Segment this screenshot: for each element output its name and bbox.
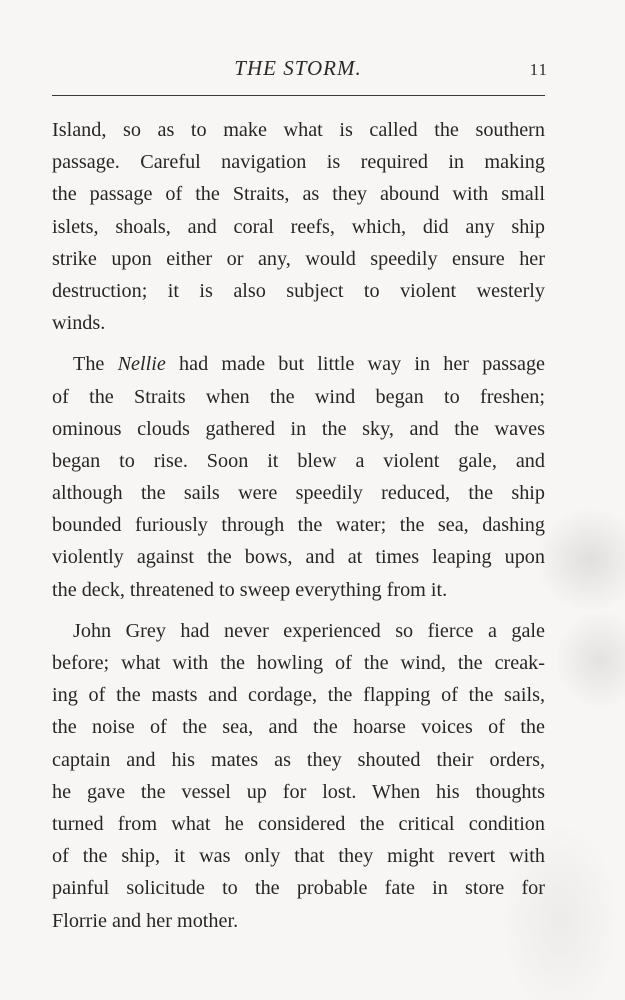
text-line: began to rise. Soon it blew a violent gale, and (52, 449, 545, 472)
page-number: 11 (529, 60, 548, 79)
text-line: of the ship, it was only that they might revert with (52, 845, 545, 868)
text-line (52, 348, 545, 380)
text-line: painful solicitude to the probable fate in store for (52, 877, 545, 900)
text-line: although the sails were speedily reduced, the ship (52, 482, 545, 505)
running-title: THE STORM. (234, 56, 362, 80)
text-line: destruction; it is also subject to violent westerly (52, 279, 545, 302)
body-text (52, 114, 545, 937)
text-line: bounded furiously through the water; the sea, dashing (52, 514, 545, 537)
text-line: ominous clouds gathered in the sky, and the waves (52, 417, 545, 440)
text-line: of the Straits when the wind began to freshen; (52, 385, 545, 408)
text-line: John Grey had never experienced so fierce a gale (73, 619, 545, 642)
text-fragment: The (73, 353, 118, 376)
paragraph-1 (52, 114, 545, 339)
text-line: winds. (52, 312, 106, 335)
text-line: passage. Careful navigation is required in making (52, 151, 545, 174)
text-line: islets, shoals, and coral reefs, which, did any ship (52, 215, 545, 238)
paragraph-2 (52, 348, 545, 606)
text-line: strike upon either or any, would speedily ensure her (52, 247, 545, 270)
text-line: the passage of the Straits, as they abound with small (52, 183, 545, 206)
text-line: Florrie and her mother. (52, 909, 239, 932)
text-line: ing of the masts and cordage, the flapping of the sails, (52, 684, 545, 707)
text-line: the noise of the sea, and the hoarse voices of the (52, 716, 545, 739)
text-line: violently against the bows, and at times leaping upon (52, 546, 545, 569)
text-line: Island, so as to make what is called the southern (52, 119, 545, 141)
text-line: the deck, threatened to sweep everything from it. (52, 578, 448, 601)
text-fragment: had made but little way in her passage (165, 353, 545, 376)
header-rule (52, 95, 545, 96)
text-line: captain and his mates as they shouted their orders, (52, 748, 545, 771)
ship-name: Nellie (117, 353, 166, 376)
text-line: turned from what he considered the critical condition (52, 812, 545, 835)
paragraph-3 (52, 615, 545, 937)
page-header (52, 56, 548, 86)
text-line: before; what with the howling of the wind, the creak- (52, 652, 545, 674)
text-line: he gave the vessel up for lost. When his thoughts (52, 780, 545, 803)
